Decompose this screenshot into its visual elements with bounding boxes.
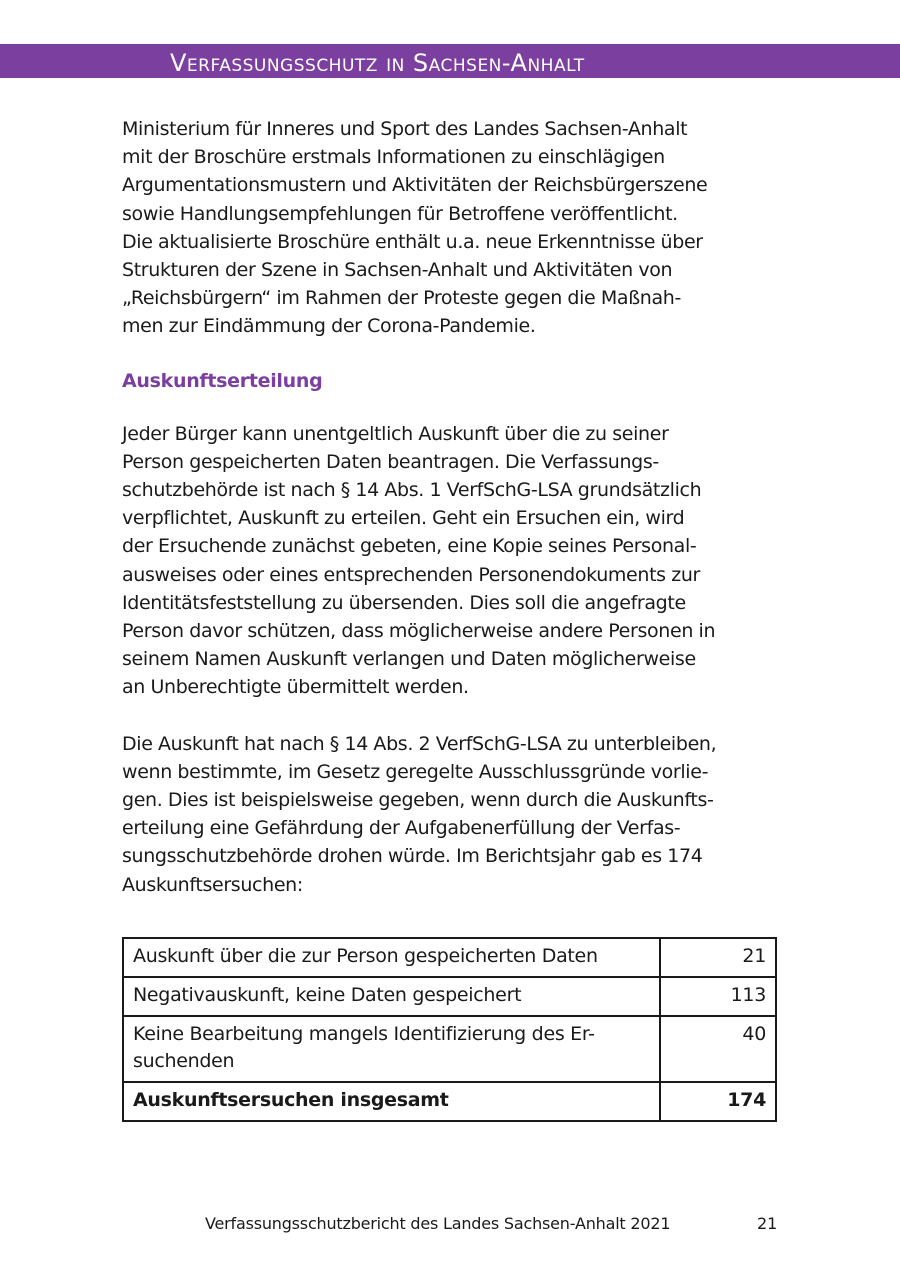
intro-paragraph [122,115,782,341]
paragraph-line: an Unberechtigte übermittelt werden. [122,676,469,699]
page-header-title: Verfassungsschutz in Sachsen-Anhalt [170,49,585,77]
footer-title: Verfassungsschutzbericht des Landes Sachsen-Anhalt 2021 [205,1214,671,1233]
paragraph-line: ausweises oder eines entsprechenden Personendokuments zur [122,563,700,586]
table-total-value: 174 [660,1082,776,1121]
main-content [122,115,782,899]
paragraph-line: schutzbehörde ist nach § 14 Abs. 1 VerfSchG-LSA grundsätzlich [122,479,702,502]
table-cell-label: Auskunft über die zur Person gespeicherten Daten [123,938,660,977]
table-cell-value: 21 [660,938,776,977]
auskunft-paragraph-2 [122,730,782,899]
paragraph-line: Person gespeicherten Daten beantragen. Die Verfassungs- [122,450,659,473]
table-cell-line: suchenden [133,1050,235,1072]
paragraph-gap [122,702,782,730]
table-total-row [123,1082,776,1121]
table-row [123,977,776,1016]
paragraph-line: men zur Eindämmung der Corona-Pandemie. [122,315,536,338]
paragraph-line: Jeder Bürger kann unentgeltlich Auskunft über die zu seiner [122,422,669,445]
table-total-label: Auskunftsersuchen insgesamt [123,1082,660,1121]
table-cell-value: 40 [660,1016,776,1082]
paragraph-line: erteilung eine Gefährdung der Aufgabenerfüllung der Verfas- [122,817,681,840]
page-number: 21 [757,1214,778,1233]
paragraph-line: seinem Namen Auskunft verlangen und Daten möglicherweise [122,648,696,671]
table-row [123,1016,776,1082]
table-cell-label [123,1016,660,1082]
paragraph-line: mit der Broschüre erstmals Informationen zu einschlägigen [122,146,665,169]
paragraph-line: Argumentationsmustern und Aktivitäten der Reichsbürgerszene [122,174,708,197]
table-cell-value: 113 [660,977,776,1016]
paragraph-line: Auskunftsersuchen: [122,873,303,896]
table-cell-line: Keine Bearbeitung mangels Identifizierung des Er- [133,1023,595,1045]
auskunft-statistics-table [122,937,777,1122]
paragraph-line: gen. Dies ist beispielsweise gegeben, wenn durch die Auskunfts- [122,789,714,812]
paragraph-line: Ministerium für Inneres und Sport des Landes Sachsen-Anhalt [122,118,688,140]
table-cell-label: Negativauskunft, keine Daten gespeichert [123,977,660,1016]
paragraph-line: wenn bestimmte, im Gesetz geregelte Ausschlussgründe vorlie- [122,760,709,783]
paragraph-line: Die aktualisierte Broschüre enthält u.a. neue Erkenntnisse über [122,230,703,253]
paragraph-line: Identitätsfeststellung zu übersenden. Dies soll die angefragte [122,591,686,614]
paragraph-line: Strukturen der Szene in Sachsen-Anhalt und Aktivitäten von [122,259,673,282]
paragraph-line: sungsschutzbehörde drohen würde. Im Berichtsjahr gab es 174 [122,845,703,868]
paragraph-line: verpflichtet, Auskunft zu erteilen. Geht ein Ersuchen ein, wird [122,507,685,530]
paragraph-line: Person davor schützen, dass möglicherweise andere Personen in [122,620,716,643]
paragraph-line: Die Auskunft hat nach § 14 Abs. 2 VerfSchG-LSA zu unterbleiben, [122,732,717,755]
section-heading: Auskunftserteilung [122,369,323,392]
paragraph-line: sowie Handlungsempfehlungen für Betroffene veröffentlicht. [122,202,678,225]
paragraph-line: „Reichsbürgern“ im Rahmen der Proteste gegen die Maßnah- [122,287,681,310]
table-row [123,938,776,977]
auskunft-paragraph-1 [122,420,782,702]
paragraph-line: der Ersuchende zunächst gebeten, eine Kopie seines Personal- [122,535,697,558]
